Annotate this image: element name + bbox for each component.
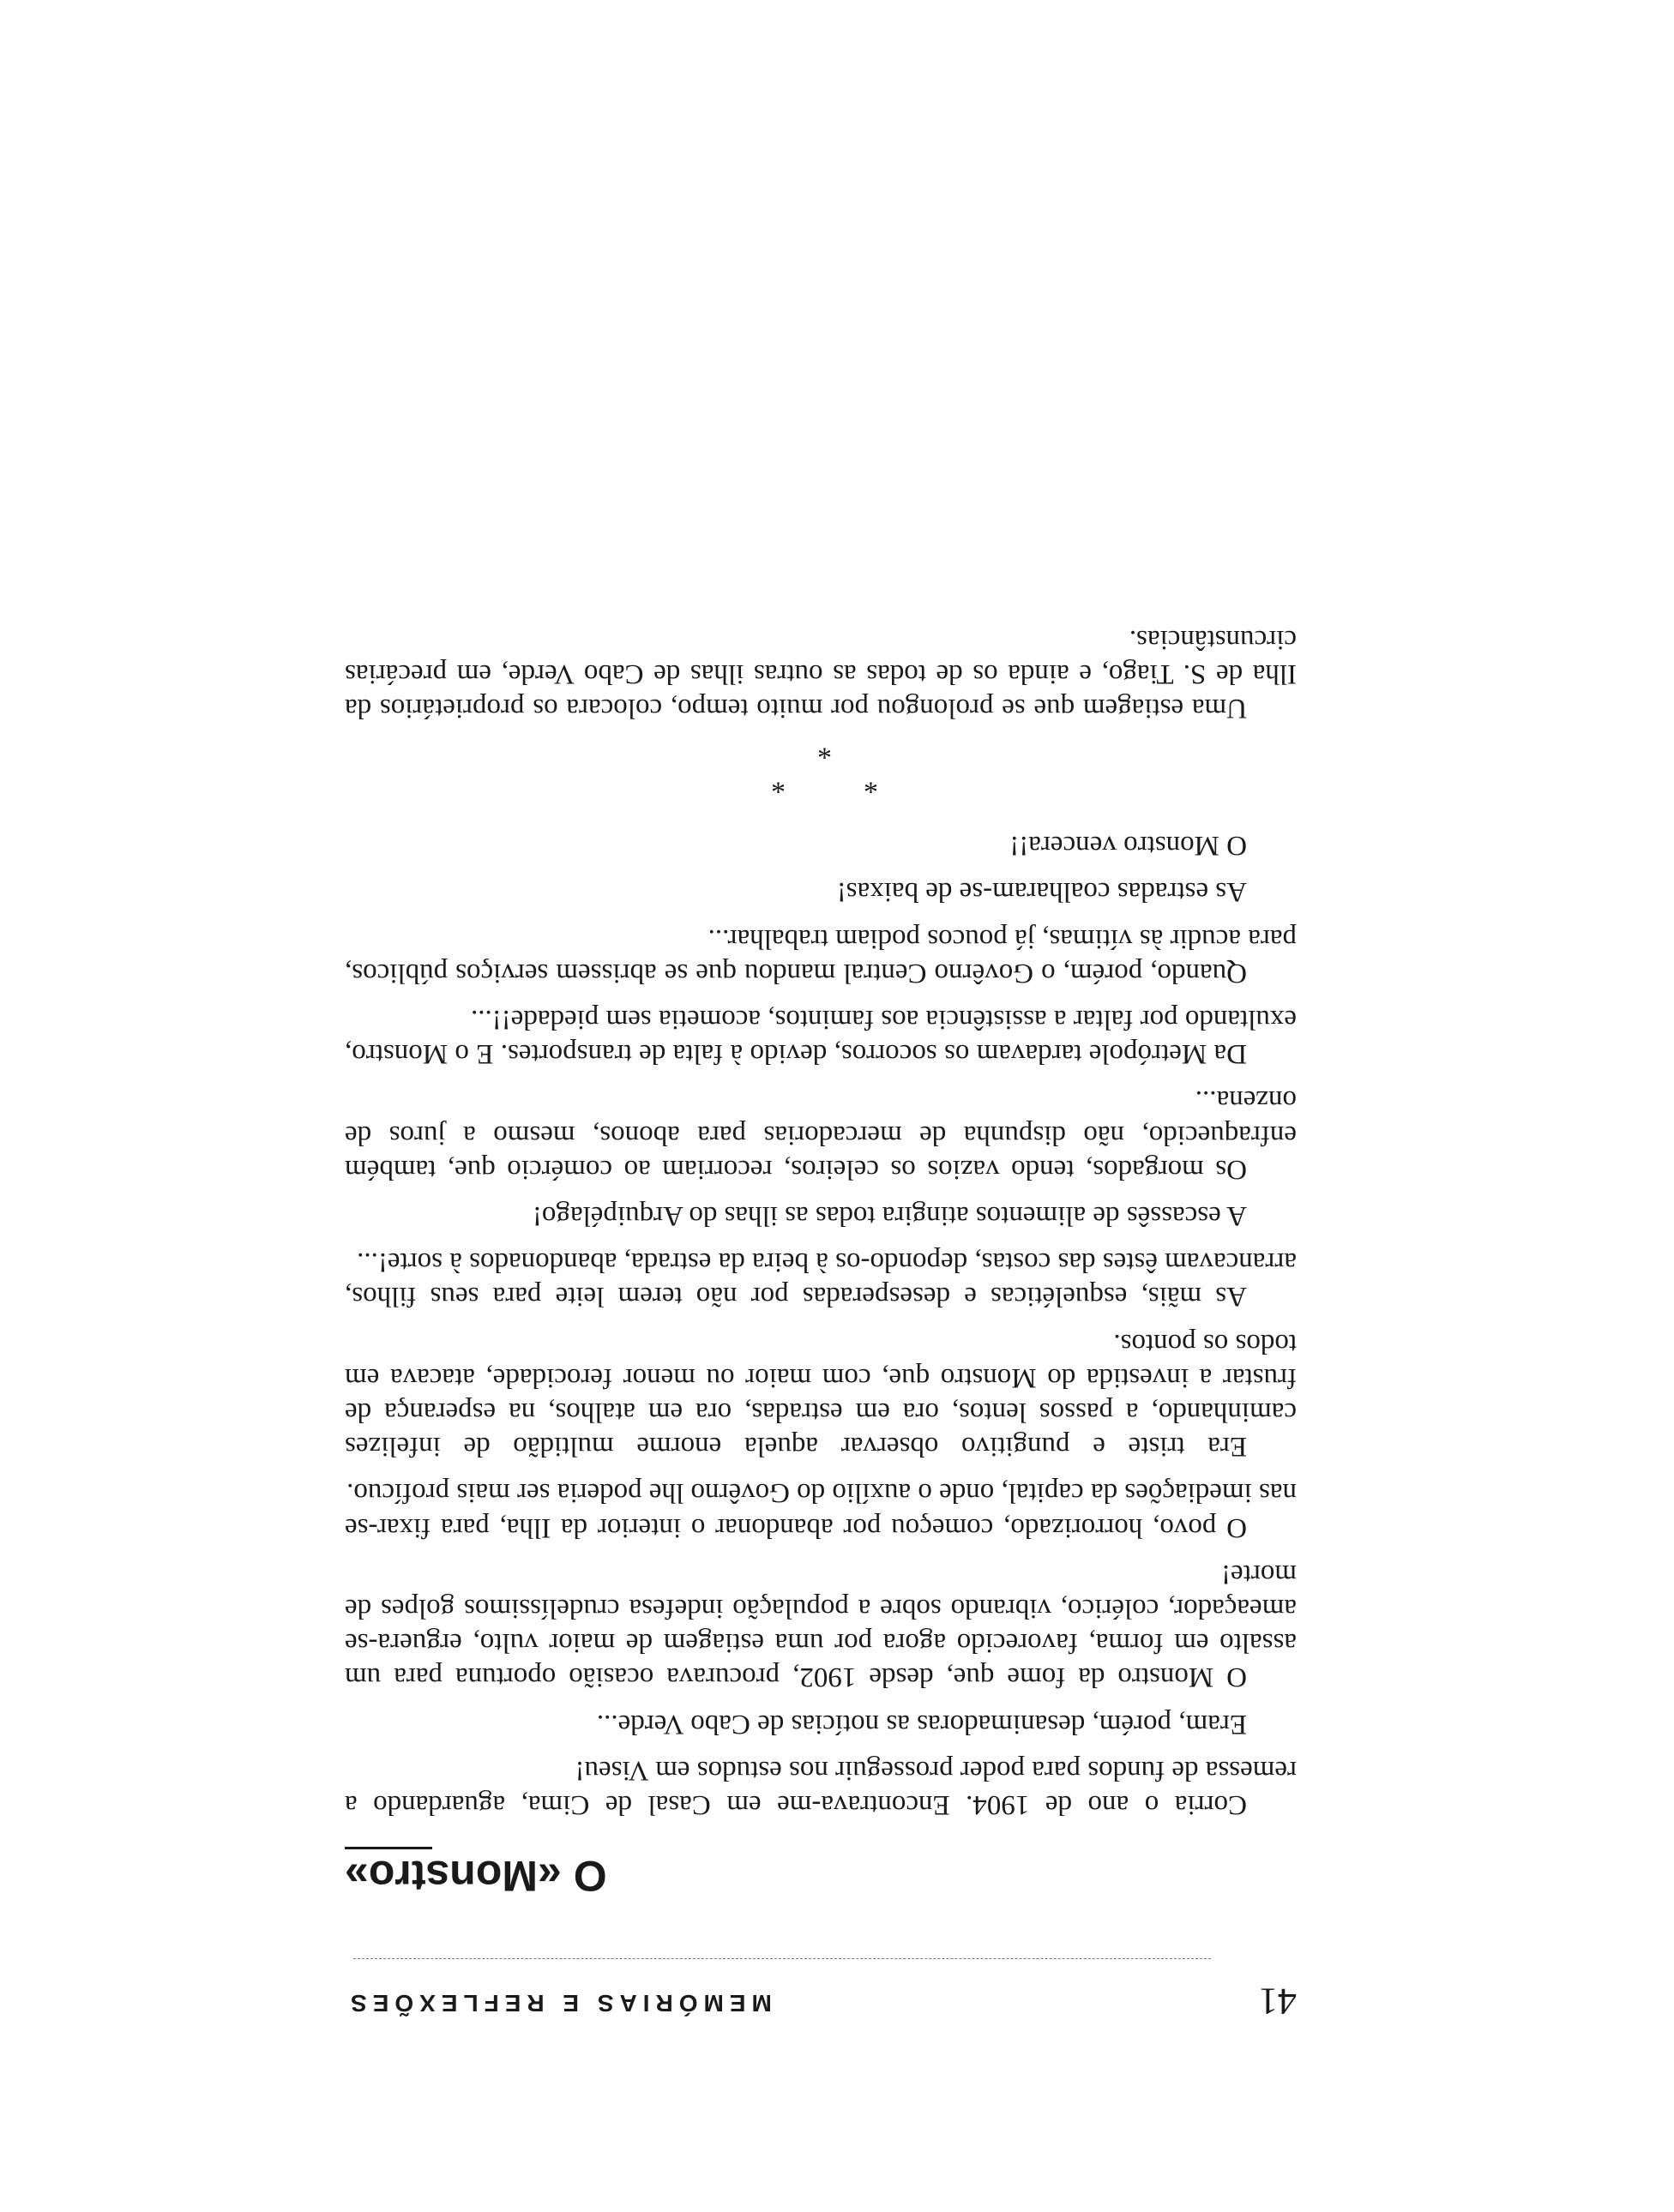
paragraph: Quando, porém, o Govêrno Central mandou que se abrissem serviços públicos, para acudir às vítimas, já poucos podiam trabalhar...: [345, 923, 1297, 989]
body-text: [345, 610, 1297, 1822]
closing-paragraph: Uma estiagem que se prolongou por muito tempo, colocara os proprietários da Ilha de S. Tiago, e ainda os de todas as outras ilhas de Cabo Verde, em precárias circunstâncias.: [345, 623, 1297, 724]
paragraph: O Monstro da fome que, desde 1902, procurava ocasião oportuna para um assalto em forma, favorecido agora por uma estiagem de maior vulto, erguera-se ameaçador, colérico, vibrando sobre a população indefesa crudelíssimos golpes de morte!: [345, 1558, 1297, 1693]
paragraph: Era triste e pungitivo observar aquela enorme multidão de infelizes caminhando, a passos lentos, ora em estradas, ora em atalhos, na esperança de frustar a investida do Monstro que, com maior ou menor ferocidade, atacava em todos os pontos.: [345, 1327, 1297, 1463]
asterisk: *: [771, 766, 786, 799]
paragraph: Da Metrópole tardavam os socorros, devido à falta de transportes. E o Monstro, exultando por faltar a assistência aos famintos, acometia sem piedade!!...: [345, 1003, 1297, 1070]
section-break-asterism: [345, 725, 1297, 828]
paragraph: A escassês de alimentos atingira todas as ilhas do Arquipélago!: [532, 1199, 1247, 1231]
paragraph: As mãis, esqueléticas e desesperadas por não terem leite para seus filhos, arrancavam êstes das costas, depondo-os à beira da estrada, abandonados à sorte!...: [345, 1247, 1297, 1313]
paragraph: Eram, porém, desanimadoras as notícias de Cabo Verde...: [596, 1708, 1247, 1740]
chapter-title: O «Monstro»: [345, 1852, 607, 1901]
running-head-title: MEMÓRIAS E REFLEXÕES: [345, 1990, 772, 2017]
chapter-title-rule: [345, 1847, 432, 1849]
paragraph: As estradas coalharam-se de baixas!: [836, 876, 1247, 908]
running-head-divider: [353, 1958, 1211, 1959]
paragraph: O Monstro vencera!!: [1009, 830, 1247, 862]
page-number: 41: [1259, 1981, 1297, 2023]
paragraph: Os morgados, tendo vazios os celeiros, recorriam ao comércio que, também enfraquecido, não dispunha de mercadorias para abonos, mesmo a juros de onzena...: [345, 1085, 1297, 1185]
asterisk: *: [864, 766, 878, 799]
paragraph: O povo, horrorizado, começou por abandonar o interior da Ilha, para fixar-se nas imediações da capital, onde o auxílio do Govêrno lhe poderia ser mais profícuo.: [345, 1477, 1297, 1543]
asterisk: *: [817, 732, 832, 765]
running-head: [345, 1981, 1297, 2023]
paragraph: Corria o ano de 1904. Encontrava-me em Casal de Cima, aguardando a remessa de fundos para poder prosseguir nos estudos em Viseu!: [345, 1754, 1297, 1820]
